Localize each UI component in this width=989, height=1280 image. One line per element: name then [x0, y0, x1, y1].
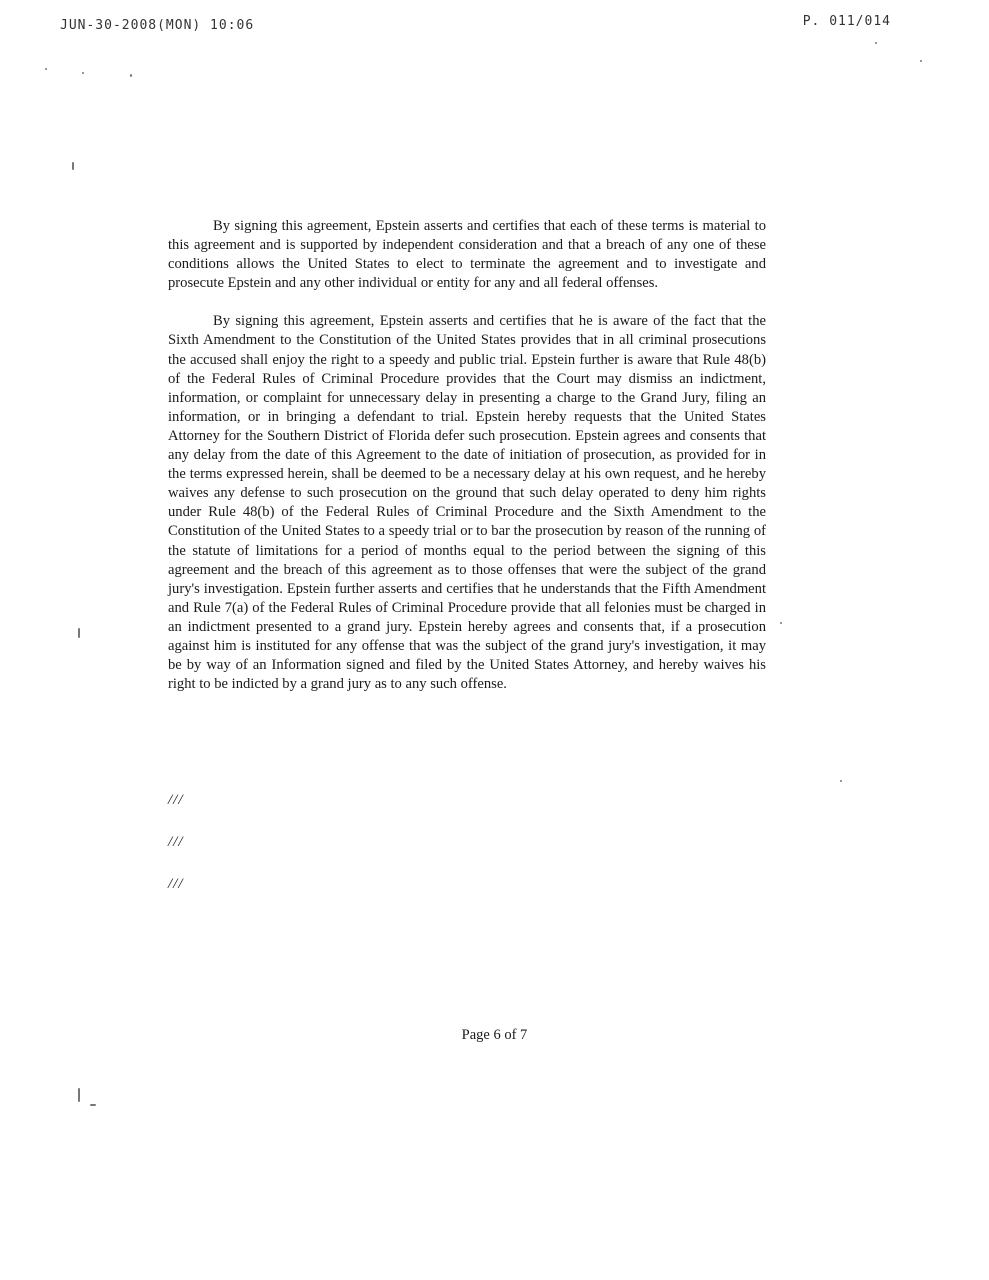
scan-speck [840, 780, 842, 782]
scan-speck [78, 628, 80, 638]
paragraph-material-terms: By signing this agreement, Epstein asserts and certifies that each of these terms is material to this agreement and is supported by independent consideration and that a breach of any one of these conditions allows the United States to elect to terminate the agreement and to investigate and prosecute Epstein and any other individual or entity for any and all federal offenses. [168, 218, 766, 292]
fax-timestamp: JUN-30-2008(MON) 10:06 [60, 18, 255, 33]
slash-marker: /// [168, 834, 184, 850]
page-number: Page 6 of 7 [461, 1027, 528, 1043]
scan-speck [875, 42, 877, 44]
scan-speck [45, 68, 47, 70]
slash-markers [168, 790, 184, 916]
paragraph-speedy-trial-waiver: By signing this agreement, Epstein asserts and certifies that he is aware of the fact that the Sixth Amendment to the Constitution of the United States provides that in all criminal prosecutions the accused shall enjoy the right to a speedy and public trial. Epstein further is aware that Rule 48(b) of the Federal Rules of Criminal Procedure provides that the Court may dismiss an indictment, information, or complaint for unnecessary delay in presenting a charge to the Grand Jury, filing an information, or in bringing a defendant to trial. Epstein hereby requests that the United States Attorney for the Southern District of Florida defer such prosecution. Epstein agrees and consents that any delay from the date of this Agreement to the date of initiation of prosecution, as provided for in the terms expressed herein, shall be deemed to be a necessary delay at his own request, and he hereby waives any defense to such prosecution on the ground that such delay operated to deny him rights under Rule 48(b) of the Federal Rules of Criminal Procedure and the Sixth Amendment to the Constitution of the United States to a speedy trial or to bar the prosecution by reason of the running of the statute of limitations for a period of months equal to the period between the signing of this agreement and the breach of this agreement as to those offenses that were the subject of the grand jury's investigation. Epstein further asserts and certifies that he understands that the Fifth Amendment and Rule 7(a) of the Federal Rules of Criminal Procedure provide that all felonies must be charged in an indictment presented to a grand jury. Epstein hereby agrees and consents that, if a prosecution against him is instituted for any offense that was the subject of the grand jury's investigation, it may be by way of an Information signed and filed by the United States Attorney, and hereby waives his right to be indicted by a grand jury as to any such offense. [168, 313, 766, 693]
scan-speck [780, 622, 782, 624]
slash-marker: /// [168, 876, 184, 892]
scan-speck [130, 74, 132, 77]
scan-speck [90, 1104, 96, 1106]
agreement-body [168, 217, 766, 713]
slash-marker: /// [168, 792, 184, 808]
scan-speck [920, 60, 922, 62]
fax-page-counter: P. 011/014 [802, 14, 891, 29]
scan-speck [78, 1088, 80, 1102]
scan-speck [82, 72, 84, 74]
fax-header [0, 14, 989, 38]
scan-speck [72, 162, 74, 170]
